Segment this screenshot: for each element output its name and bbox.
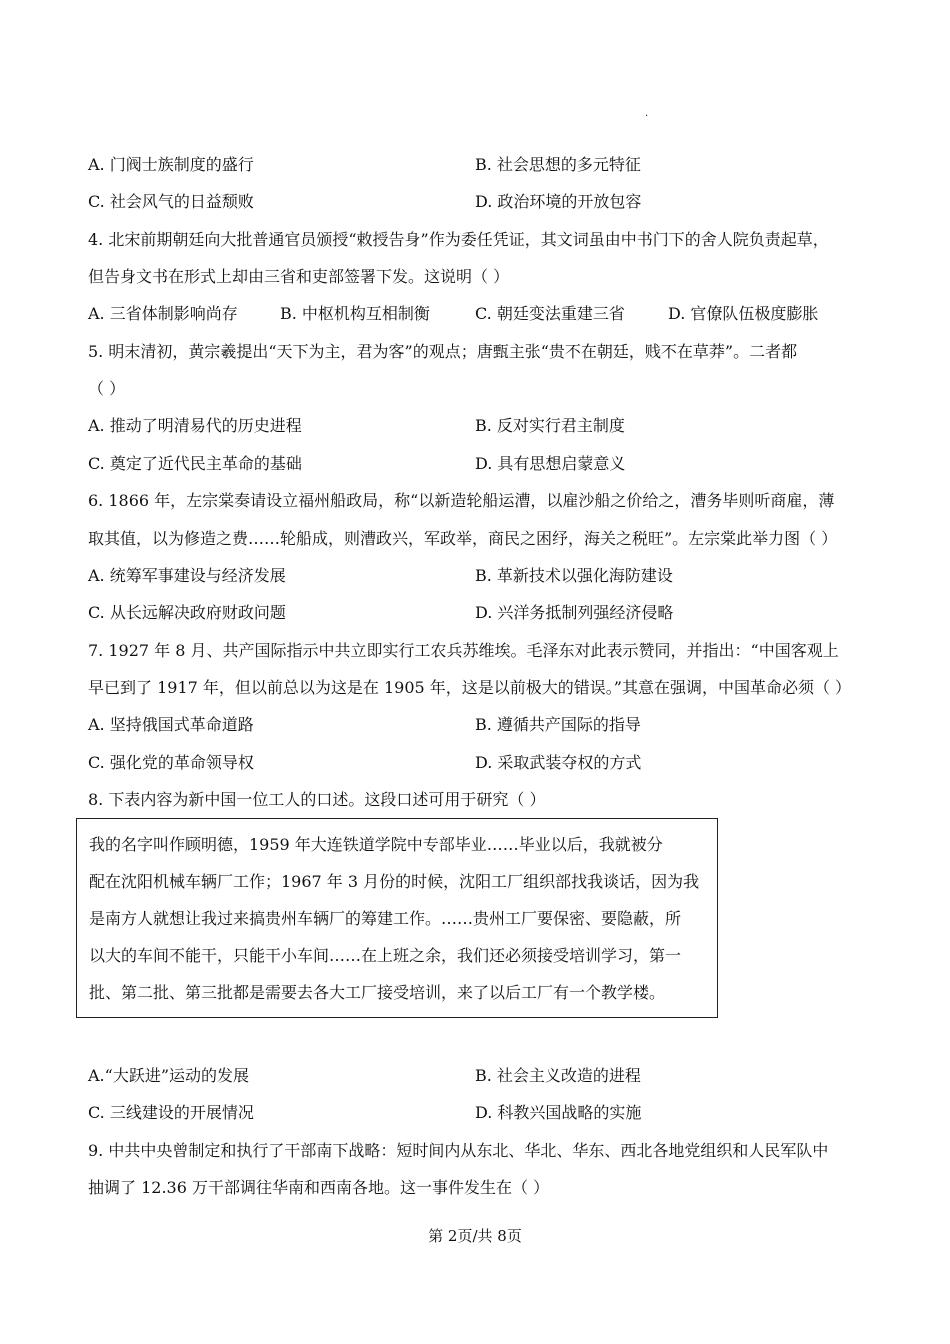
q7-stem-line2: 早已到了 1917 年，但以前总以为这是在 1905 年，这是以前极大的错误。”其意在强调，中国革命必须（ ） — [88, 678, 852, 697]
q3-option-a: A. 门阀士族制度的盛行 — [88, 155, 254, 174]
q7-stem-line1: 7. 1927 年 8 月、共产国际指示中共立即实行工农兵苏维埃。毛泽东对此表示赞同，并指出：“中国客观上 — [88, 641, 839, 660]
q8-quote-line4: 以大的车间不能干，只能干小车间……在上班之余，我们还必须接受培训学习，第一 — [89, 946, 682, 965]
q7-option-c: C. 强化党的革命领导权 — [88, 753, 254, 772]
q5-stem-line1: 5. 明末清初，黄宗羲提出“天下为主，君为客”的观点；唐甄主张“贵不在朝廷，贱不在草莽”。二者都 — [88, 342, 798, 361]
q8-stem: 8. 下表内容为新中国一位工人的口述。这段口述可用于研究（ ） — [88, 790, 546, 809]
q7-option-a: A. 坚持俄国式革命道路 — [88, 715, 254, 734]
q8-option-c: C. 三线建设的开展情况 — [88, 1103, 254, 1122]
q8-option-a: A.“大跃进”运动的发展 — [88, 1066, 250, 1085]
q5-option-b: B. 反对实行君主制度 — [475, 416, 625, 435]
q6-option-d: D. 兴洋务抵制列强经济侵略 — [475, 603, 674, 622]
q6-option-b: B. 革新技术以强化海防建设 — [475, 566, 673, 585]
q8-option-d: D. 科教兴国战略的实施 — [475, 1103, 642, 1122]
q5-option-d: D. 具有思想启蒙意义 — [475, 454, 626, 473]
q6-stem-line2: 取其值，以为修造之费……轮船成，则漕政兴，军政举，商民之困纾，海关之税旺”。左宗棠此举力图（ ） — [88, 529, 838, 548]
q7-option-d: D. 采取武装夺权的方式 — [475, 753, 642, 772]
q3-option-c: C. 社会风气的日益颓败 — [88, 192, 254, 211]
q3-option-b: B. 社会思想的多元特征 — [475, 155, 641, 174]
q8-quote-line2: 配在沈阳机械车辆厂工作；1967 年 3 月份的时候，沈阳工厂组织部找我谈话，因为我 — [89, 872, 700, 891]
top-mark: . — [645, 108, 649, 119]
q9-stem-line2: 抽调了 12.36 万干部调往华南和西南各地。这一事件发生在（ ） — [88, 1178, 550, 1197]
q5-option-a: A. 推动了明清易代的历史进程 — [88, 416, 302, 435]
q4-option-b: B. 中枢机构互相制衡 — [280, 304, 430, 323]
page-footer: 第 2页/共 8页 — [428, 1227, 522, 1245]
q7-option-b: B. 遵循共产国际的指导 — [475, 715, 641, 734]
q8-quote-line3: 是南方人就想让我过来搞贵州车辆厂的筹建工作。……贵州工厂要保密、要隐蔽，所 — [89, 909, 682, 928]
q6-option-a: A. 统筹军事建设与经济发展 — [88, 566, 286, 585]
q4-option-c: C. 朝廷变法重建三省 — [475, 304, 625, 323]
q5-stem-line2: （ ） — [88, 379, 126, 398]
q4-stem-line2: 但告身文书在形式上却由三省和吏部签署下发。这说明（ ） — [88, 267, 510, 286]
q8-quote-line1: 我的名字叫作顾明德，1959 年大连铁道学院中专部毕业……毕业以后，我就被分 — [89, 835, 663, 854]
q5-option-c: C. 奠定了近代民主革命的基础 — [88, 454, 302, 473]
q6-option-c: C. 从长远解决政府财政问题 — [88, 603, 286, 622]
q8-option-b: B. 社会主义改造的进程 — [475, 1066, 641, 1085]
q4-option-a: A. 三省体制影响尚存 — [88, 304, 238, 323]
q6-stem-line1: 6. 1866 年，左宗棠奏请设立福州船政局，称“以新造轮船运漕，以雇沙船之价给之，漕务毕则听商雇，薄 — [88, 491, 835, 510]
q3-option-d: D. 政治环境的开放包容 — [475, 192, 642, 211]
q4-stem-line1: 4. 北宋前期朝廷向大批普通官员颁授“敕授告身”作为委任凭证，其文词虽由中书门下的舍人院负责起草， — [88, 230, 829, 249]
q4-option-d: D. 官僚队伍极度膨胀 — [668, 304, 819, 323]
q9-stem-line1: 9. 中共中央曾制定和执行了干部南下战略：短时间内从东北、华北、华东、西北各地党组织和人民军队中 — [88, 1141, 829, 1160]
q8-quote-box — [76, 818, 718, 1018]
q8-quote-line5: 批、第二批、第三批都是需要去各大工厂接受培训，来了以后工厂有一个教学楼。 — [89, 983, 666, 1002]
